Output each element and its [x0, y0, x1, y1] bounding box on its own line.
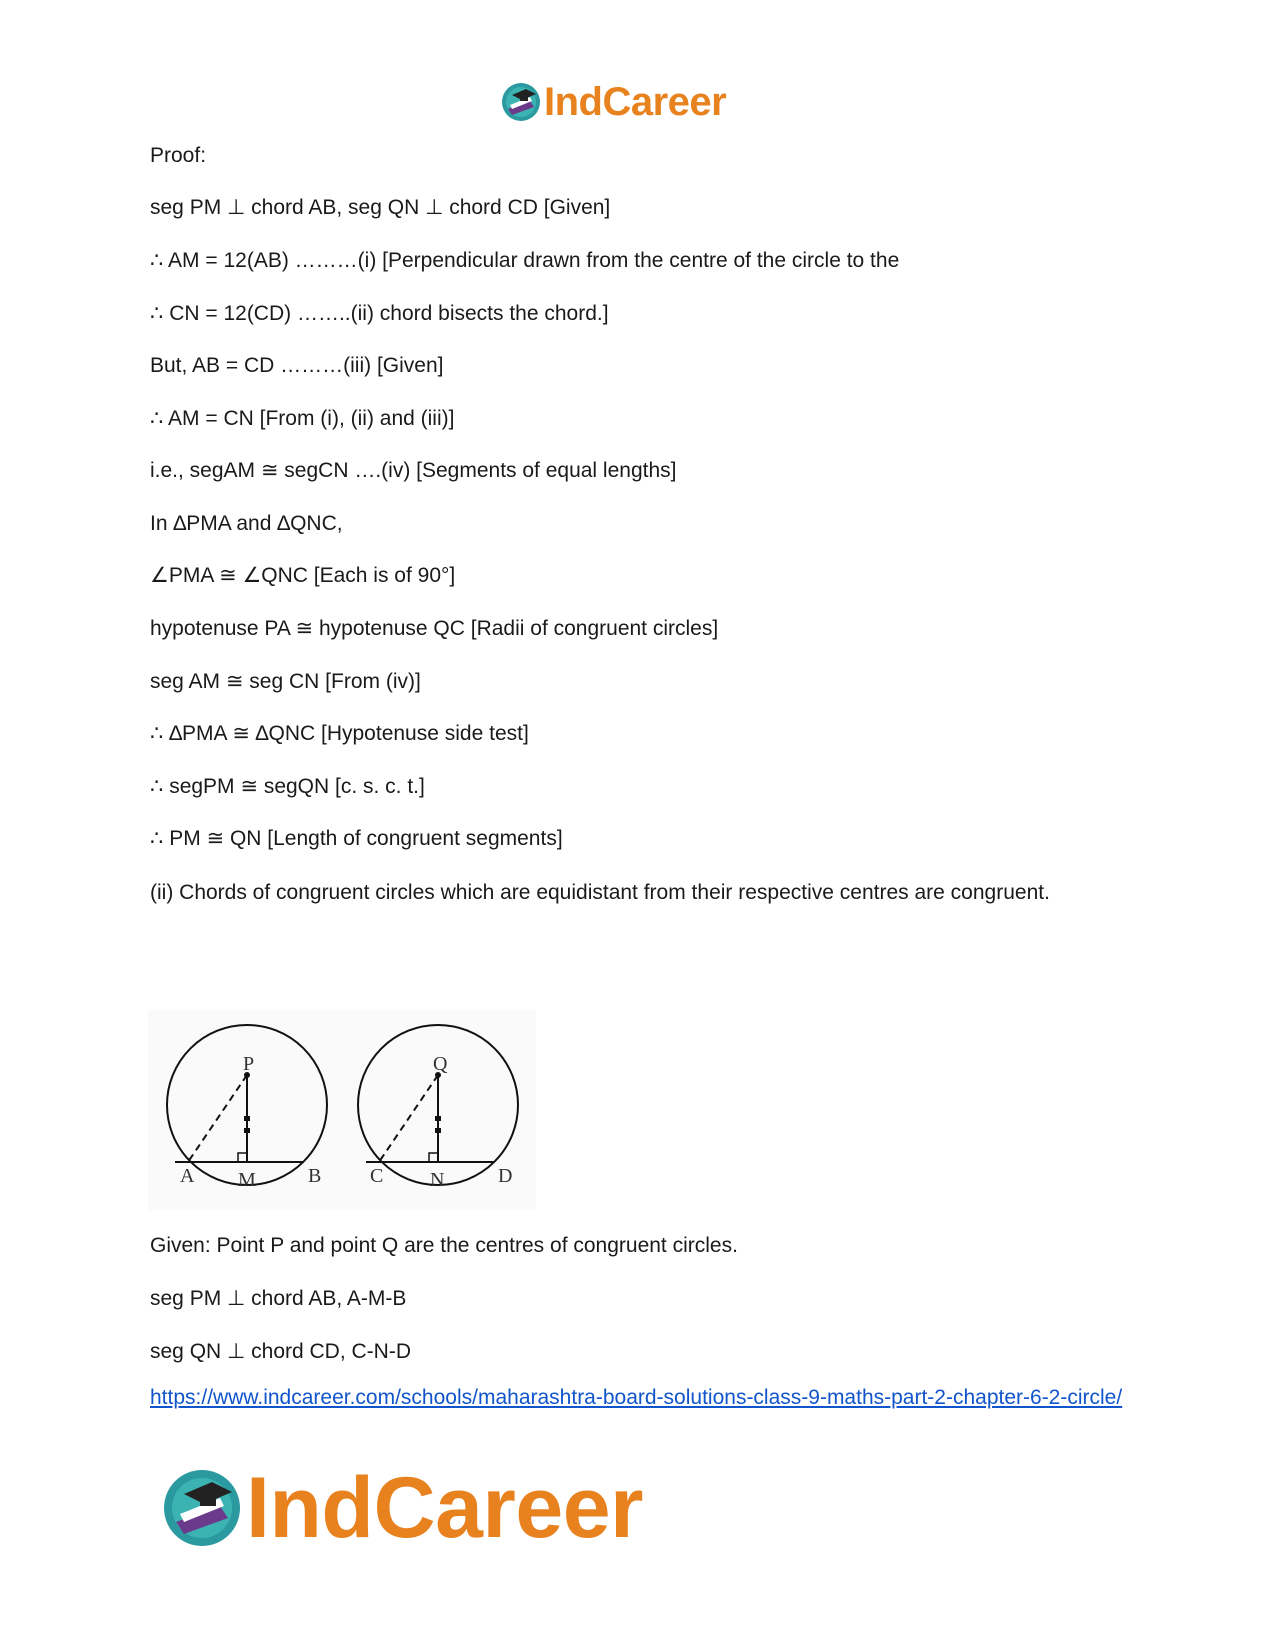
logo-wordmark: IndCareer: [544, 79, 727, 124]
given-line: Given: Point P and point Q are the centres of congruent circles.: [150, 1234, 738, 1257]
congruent-circles-figure: [148, 1010, 536, 1210]
proof-line: But, AB = CD ………(iii) [Given]: [150, 354, 444, 377]
proof-line: ∴ AM = CN [From (i), (ii) and (iii)]: [150, 407, 455, 430]
given-line: seg PM ⊥ chord AB, A-M-B: [150, 1287, 407, 1310]
given-line: seg QN ⊥ chord CD, C-N-D: [150, 1340, 412, 1363]
label-p: P: [243, 1053, 255, 1075]
proof-line: ∴ CN = 12(CD) ……..(ii) chord bisects the chord.]: [150, 302, 609, 325]
proof-line: ∴ ∆PMA ≅ ∆QNC [Hypotenuse side test]: [150, 722, 529, 745]
label-n: N: [430, 1169, 445, 1191]
label-m: M: [238, 1169, 256, 1191]
proof-heading: Proof:: [150, 144, 207, 167]
header-logo: [500, 78, 726, 126]
logo-wordmark: IndCareer: [246, 1459, 643, 1556]
proof-line: ∴ PM ≅ QN [Length of congruent segments]: [150, 827, 563, 850]
label-b: B: [308, 1165, 322, 1187]
proof-line: ∴ AM = 12(AB) ………(i) [Perpendicular drawn from the centre of the circle to the: [150, 249, 900, 272]
proof-line: ∠PMA ≅ ∠QNC [Each is of 90°]: [150, 564, 456, 587]
label-d: D: [498, 1165, 513, 1187]
proof-line: In ∆PMA and ∆QNC,: [150, 512, 343, 535]
part2-statement: (ii) Chords of congruent circles which are equidistant from their respective centres are congruent.: [150, 881, 1050, 904]
proof-line: hypotenuse PA ≅ hypotenuse QC [Radii of congruent circles]: [150, 617, 719, 640]
label-a: A: [180, 1165, 195, 1187]
label-c: C: [370, 1165, 384, 1187]
proof-line: ∴ segPM ≅ segQN [c. s. c. t.]: [150, 775, 425, 798]
graduation-cap-logo-icon: [500, 81, 542, 123]
label-q: Q: [433, 1053, 448, 1075]
proof-line: seg PM ⊥ chord AB, seg QN ⊥ chord CD [Given]: [150, 196, 611, 219]
proof-line: i.e., segAM ≅ segCN ….(iv) [Segments of equal lengths]: [150, 459, 677, 482]
source-link[interactable]: https://www.indcareer.com/schools/maharashtra-board-solutions-class-9-maths-part-2-chapter-6-2-circle/: [150, 1386, 1123, 1409]
proof-line: seg AM ≅ seg CN [From (iv)]: [150, 670, 421, 693]
graduation-cap-logo-icon: [160, 1466, 244, 1550]
footer-logo: [160, 1459, 643, 1556]
